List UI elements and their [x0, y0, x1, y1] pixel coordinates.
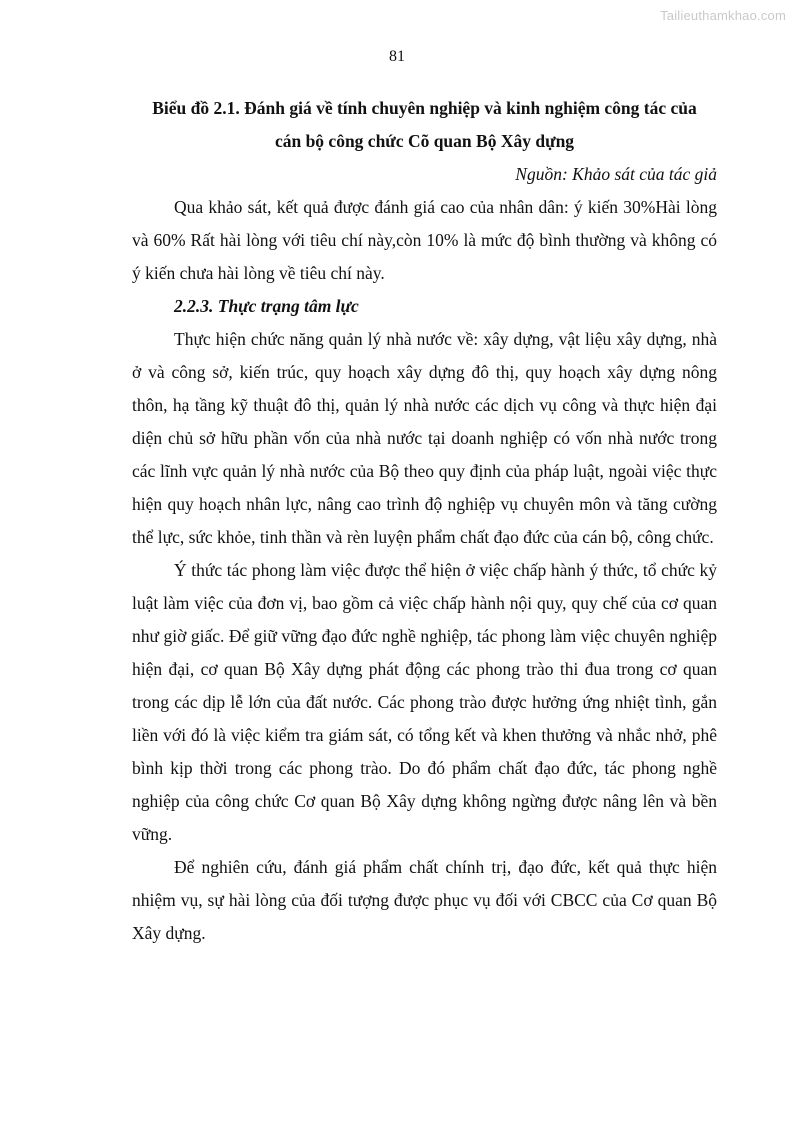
- paragraph-work-ethic: Ý thức tác phong làm việc được thể hiện ở việc chấp hành ý thức, tổ chức kỷ luật làm việc của đơn vị, bao gồm cả việc chấp hành nội quy, quy chế của cơ quan như giờ giấc. Để giữ vững đạo đức nghề nghiệp, tác phong làm việc chuyên nghiệp hiện đại, cơ quan Bộ Xây dựng phát động các phong trào thi đua trong cơ quan trong các dịp lễ lớn của đất nước. Các phong trào được hưởng ứng nhiệt tình, gắn liền với đó là việc kiểm tra giám sát, có tổng kết và khen thưởng và nhắc nhở, phê bình kịp thời trong các phong trào. Do đó phẩm chất đạo đức, tác phong nghề nghiệp của công chức Cơ quan Bộ Xây dựng không ngừng được nâng lên và bền vững.: [132, 560, 717, 844]
- document-body: [132, 92, 717, 950]
- paragraph-research: Để nghiên cứu, đánh giá phẩm chất chính trị, đạo đức, kết quả thực hiện nhiệm vụ, sự hài lòng của đối tượng được phục vụ đối với CBCC của Cơ quan Bộ Xây dựng.: [132, 857, 717, 943]
- figure-caption-line-2: cán bộ công chức Cõ quan Bộ Xây dựng: [274, 131, 575, 151]
- figure-source: Nguồn: Khảo sát của tác giả: [515, 164, 717, 184]
- page-number: 81: [389, 48, 405, 65]
- section-heading: 2.2.3. Thực trạng tâm lực: [174, 296, 359, 316]
- figure-caption: [132, 92, 717, 158]
- paragraph-survey-result: Qua khảo sát, kết quả được đánh giá cao của nhân dân: ý kiến 30%Hài lòng và 60% Rất hài lòng với tiêu chí này,còn 10% là mức độ bình thường và không có ý kiến chưa hài lòng về tiêu chí này.: [132, 197, 717, 283]
- figure-caption-line-1: Biểu đồ 2.1. Đánh giá về tính chuyên nghiệp và kinh nghiệm công tác của: [152, 98, 697, 118]
- watermark: Tailieuthamkhao.com: [660, 8, 786, 23]
- paragraph-functions: Thực hiện chức năng quản lý nhà nước về: xây dựng, vật liệu xây dựng, nhà ở và công sở, kiến trúc, quy hoạch xây dựng đô thị, quy hoạch xây dựng nông thôn, hạ tầng kỹ thuật đô thị, quản lý nhà nước các dịch vụ công và thực hiện đại diện chủ sở hữu phần vốn của nhà nước tại doanh nghiệp có vốn nhà nước trong các lĩnh vực quản lý nhà nước của Bộ theo quy định của pháp luật, ngoài việc thực hiện quy hoạch nhân lực, nâng cao trình độ nghiệp vụ chuyên môn và tăng cường thể lực, sức khỏe, tinh thần và rèn luyện phẩm chất đạo đức của cán bộ, công chức.: [132, 329, 717, 547]
